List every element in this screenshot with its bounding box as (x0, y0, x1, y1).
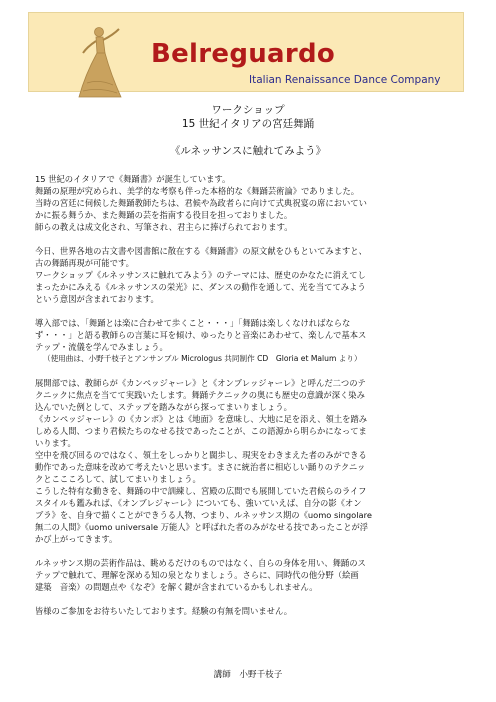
text-line: 皆様のご参加をお待ちいたしております。経験の有無を問いません。 (35, 606, 293, 616)
text-line: ルネッサンス期の芸術作品は、眺めるだけのものではなく、自らの身体を用い、舞踊のス (35, 558, 366, 568)
text-line: かび上がってきます。 (35, 534, 118, 544)
paragraph (35, 317, 455, 365)
paragraph (35, 173, 455, 233)
text-line: 古の舞踊再現が可能です。 (35, 258, 134, 268)
text-line: 15 世紀のイタリアで《舞踊書》が誕生しています。 (35, 174, 231, 184)
text-line: ず・・・」と語る教師らの言葉に耳を傾け、ゆったりと音楽にあわせて、楽しんで基本ス (35, 330, 367, 340)
heading-line-2: 15 世紀イタリアの宮廷舞踊 (181, 118, 315, 130)
workshop-heading (0, 103, 496, 131)
text-line: 導入部では、「舞踊とは楽に合わせて歩くこと・・・」「舞踊は楽しくなければならな (35, 318, 351, 328)
text-line: ワークショップ《ルネッサンスに触れてみよう》のテーマには、歴史のかなたに消えてし (35, 270, 366, 280)
paragraph (35, 605, 455, 617)
text-line: クとここころして、試してまいりましょう。 (35, 474, 201, 484)
text-line: まったかにみえる《ルネッサンスの栄光》に、ダンスの動作を通して、光を当ててみよう (35, 282, 366, 292)
text-line: 当時の宮廷に伺候した舞踊教師たちは、君候や為政者らに向けて式典祝宴の席においてい (35, 198, 367, 208)
workshop-subtitle: 《ルネッサンスに触れてみよう》 (169, 145, 327, 157)
paragraph (35, 557, 455, 593)
text-line: 舞踊の原理が究められ、美学的な考察も伴った本格的な《舞踊芸術論》でありました。 (35, 186, 360, 196)
paragraph (35, 377, 455, 545)
text-line: という意図が含まれております。 (35, 294, 159, 304)
text-line: 展開部では、教師らが《カンペッジャーレ》と《オンブレッジャーレ》と呼んだ二つのテ (35, 378, 366, 388)
text-line: こうした特有な動きを、舞踊の中で訓練し、宮殿の広間でも展開していた君候らのライフ (35, 486, 367, 496)
text-line: テップで触れて、理解を深める知の泉となりましょう。さらに、同時代の他分野（絵画 (35, 570, 359, 580)
text-line: テップ・流儀を学んでみましょう。 (35, 342, 168, 352)
text-line: クニックに焦点を当てて実践いたします。舞踊テクニックの奥にも歴史の意識が深く染み (35, 390, 365, 400)
text-line: 今日、世界各地の古文書や図書館に散在する《舞踊書》の原文献をひもといてみますと、 (35, 246, 367, 256)
header-banner (28, 12, 464, 92)
body-text (35, 173, 455, 629)
music-credit-note: （使用曲は、小野千枝子とアンサンブル Micrologus 共同制作 CD Gloria et Malum より） (43, 354, 362, 363)
heading-line-1: ワークショップ (211, 104, 285, 116)
dancer-figure-icon (69, 23, 137, 103)
text-line: 動作であった意味を改めて考えたいと思います。まさに統治者に相応しい踊りのテクニッ (35, 462, 366, 472)
text-line: しめる人間、つまり君候たちのなせる技であったことが、この語源から明らかになってま (35, 426, 367, 436)
company-name: Belreguardo (151, 39, 336, 69)
text-line: 無二の人間》《uomo universale 万能人》と呼ばれた者のみがなせる技であったことが浮 (35, 522, 369, 532)
company-tagline: Italian Renaissance Dance Company (249, 74, 441, 86)
text-line: ブラ》を、自身で描くことができうる人物、つまり、ルネッサンス期の《uomo singolare (35, 510, 372, 520)
text-line: 師らの教えは成文化され、写筆され、君主らに捧げられております。 (35, 222, 293, 232)
text-line: いります。 (35, 438, 76, 448)
text-line: 空中を飛び回るのではなく、領土をしっかりと闊歩し、現実をわきまえた者のみができる (35, 450, 367, 460)
text-line: 建築 音楽）の問題点や《なぞ》を解く鍵が含まれているかもしれません。 (35, 582, 318, 592)
paragraph (35, 245, 455, 305)
text-line: スタイルも鑑みれば、《オンブレジャーレ》についても、強いていえば、自分の影《オン (35, 498, 362, 508)
text-line: かに振る舞うか、また舞踊の芸を指南する役目を担っておりました。 (35, 210, 293, 220)
text-line: 込んでいた例として、ステップを踏みながら探ってまいりましょう。 (35, 402, 292, 412)
text-line: 《カンペッジャーレ》の《カンポ》とは《地面》を意味し、大地に足を添え、領土を踏み (35, 414, 368, 424)
instructor-line: 講師 小野千枝子 (213, 670, 283, 680)
